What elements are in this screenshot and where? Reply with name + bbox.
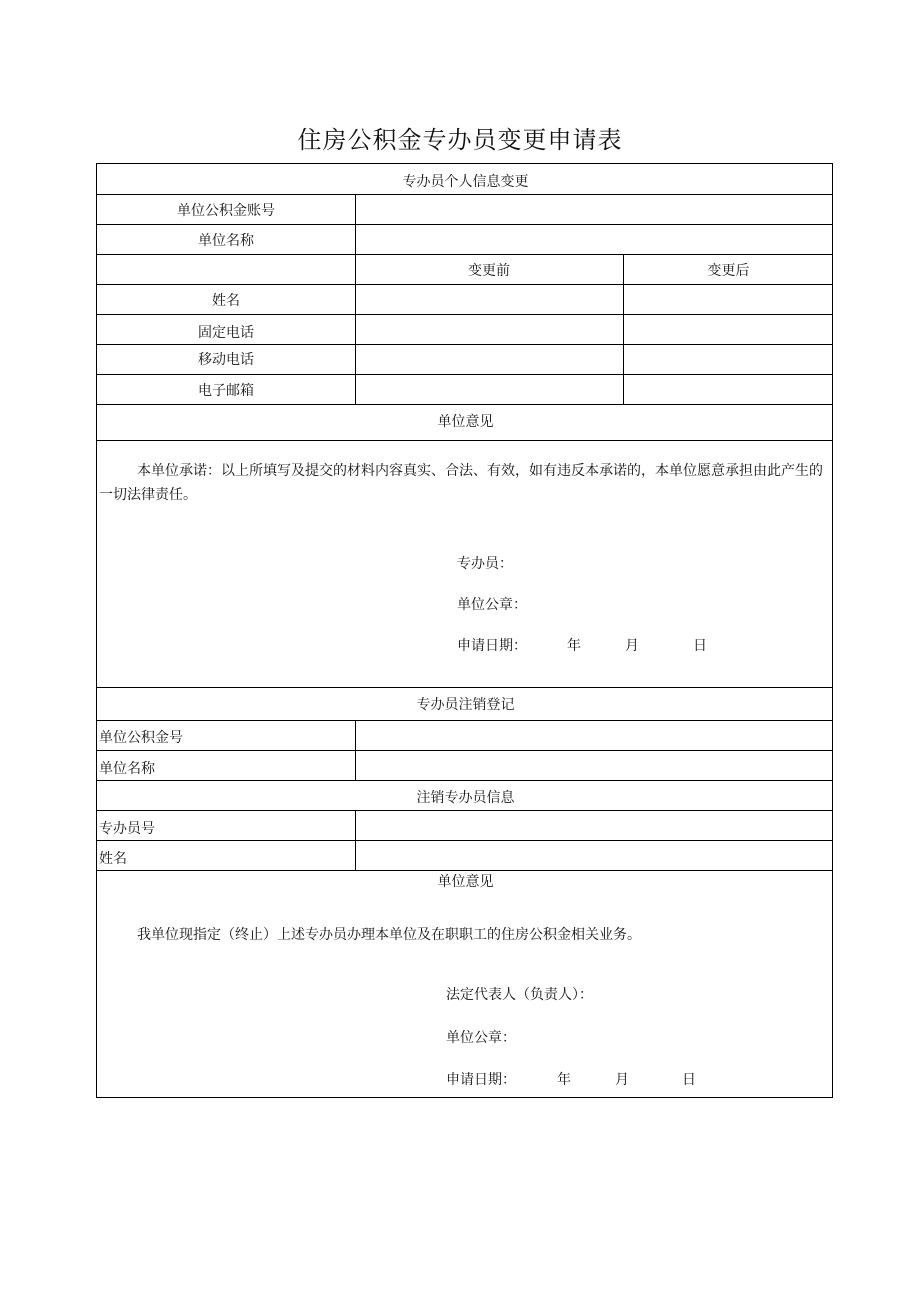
rule — [97, 810, 832, 811]
unit-name-label: 单位名称 — [198, 233, 254, 249]
name-label: 姓名 — [212, 293, 240, 309]
agent-name-field[interactable] — [357, 842, 832, 869]
section-header-deregistration: 专办员注销登记 — [416, 697, 515, 713]
unit-seal-label: 单位公章： — [457, 597, 527, 613]
rule — [97, 870, 832, 871]
fund-account-label: 单位公积金号 — [99, 730, 183, 746]
rule — [97, 440, 832, 441]
day-label: 日 — [693, 638, 707, 654]
rule — [97, 720, 832, 721]
agent-signature-label: 专办员： — [457, 556, 513, 572]
month-label: 月 — [625, 638, 639, 654]
landline-after-field[interactable] — [625, 316, 832, 343]
rule — [97, 840, 832, 841]
commitment-statement: 本单位承诺：以上所填写及提交的材料内容真实、合法、有效，如有违反本承诺的，本单位愿意承担由此产生的一切法律责任。 — [99, 463, 823, 503]
after-change-header: 变更后 — [707, 263, 750, 279]
unit-name-field[interactable] — [357, 226, 832, 253]
agent-number-label: 专办员号 — [99, 821, 155, 837]
account-label: 单位公积金账号 — [177, 203, 275, 219]
unit-seal-label-2: 单位公章： — [446, 1030, 516, 1046]
agent-number-field[interactable] — [357, 812, 832, 839]
year-label: 年 — [567, 638, 581, 654]
agent-name-label: 姓名 — [99, 851, 127, 867]
email-before-field[interactable] — [357, 376, 622, 403]
landline-before-field[interactable] — [357, 316, 622, 343]
year-label-2: 年 — [557, 1072, 571, 1088]
email-after-field[interactable] — [625, 376, 832, 403]
before-change-header: 变更前 — [468, 263, 510, 279]
account-field[interactable] — [357, 196, 832, 223]
rule — [97, 224, 832, 225]
column-divider — [355, 720, 356, 780]
month-label-2: 月 — [615, 1072, 629, 1088]
mobile-after-field[interactable] — [625, 346, 832, 373]
fund-account-field[interactable] — [357, 722, 832, 749]
rule — [97, 687, 832, 688]
name-before-field[interactable] — [357, 286, 622, 313]
day-label-2: 日 — [682, 1072, 696, 1088]
unit-name-field-2[interactable] — [357, 752, 832, 779]
unit-name-label-2: 单位名称 — [99, 761, 155, 777]
section-header-info-change: 专办员个人信息变更 — [402, 174, 529, 190]
page-title: 住房公积金专办员变更申请表 — [297, 126, 623, 154]
cancelled-agent-info-header: 注销专办员信息 — [416, 790, 515, 806]
rule — [97, 284, 832, 285]
unit-opinion-header-2: 单位意见 — [437, 874, 494, 890]
name-after-field[interactable] — [625, 286, 832, 313]
mobile-before-field[interactable] — [357, 346, 622, 373]
rule — [97, 374, 832, 375]
designation-statement: 我单位现指定（终止）上述专办员办理本单位及在职职工的住房公积金相关业务。 — [137, 927, 641, 943]
application-date-label: 申请日期： — [457, 638, 527, 654]
application-date-label-2: 申请日期： — [446, 1072, 516, 1088]
unit-opinion-header: 单位意见 — [437, 414, 494, 430]
legal-representative-label: 法定代表人（负责人）： — [446, 987, 593, 1003]
rule — [97, 344, 832, 345]
rule — [97, 254, 832, 255]
rule — [97, 194, 832, 195]
rule — [97, 314, 832, 315]
mobile-label: 移动电话 — [198, 352, 254, 368]
application-form — [96, 163, 833, 1098]
column-divider — [355, 810, 356, 870]
rule — [97, 780, 832, 781]
landline-label: 固定电话 — [198, 325, 254, 341]
rule — [97, 750, 832, 751]
rule — [97, 404, 832, 405]
column-divider — [355, 194, 356, 404]
email-label: 电子邮箱 — [198, 383, 254, 399]
